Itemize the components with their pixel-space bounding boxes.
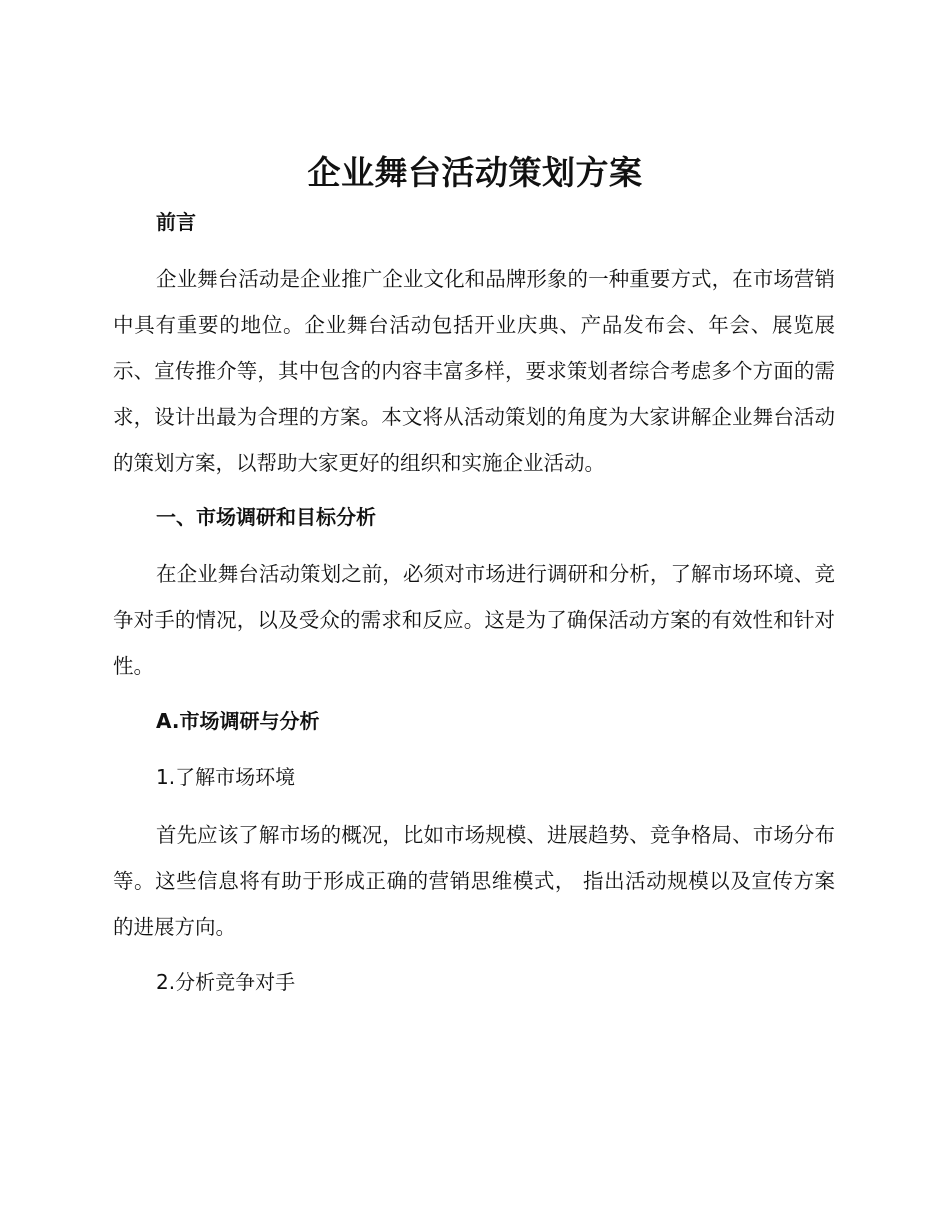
section-1-paragraph: 在企业舞台活动策划之前，必须对市场进行调研和分析，了解市场环境、竞争对手的情况，以及受众的需求和反应。这是为了确保活动方案的有效性和针对性。 <box>113 562 835 678</box>
item-1-paragraph: 首先应该了解市场的概况，比如市场规模、进展趋势、竞争格局、市场分布等。这些信息将有助于形成正确的营销思维模式， 指出活动规模以及宣传方案的进展方向。 <box>113 823 835 939</box>
section-1-heading: 一、市场调研和目标分析 <box>156 505 376 529</box>
subsection-a-heading: A.市场调研与分析 <box>156 709 320 733</box>
item-2-heading: 2.分析竞争对手 <box>156 970 296 994</box>
item-1-heading: 1.了解市场环境 <box>156 765 296 789</box>
preface-heading: 前言 <box>156 210 196 234</box>
preface-paragraph: 企业舞台活动是企业推广企业文化和品牌形象的一种重要方式，在市场营销中具有重要的地位。企业舞台活动包括开业庆典、产品发布会、年会、展览展示、宣传推介等，其中包含的内容丰富多样，要求策划者综合考虑多个方面的需求，设计出最为合理的方案。本文将从活动策划的角度为大家讲解企业舞台活动的策划方案，以帮助大家更好的组织和实施企业活动。 <box>113 267 835 475</box>
document-title: 企业舞台活动策划方案 <box>307 153 643 192</box>
